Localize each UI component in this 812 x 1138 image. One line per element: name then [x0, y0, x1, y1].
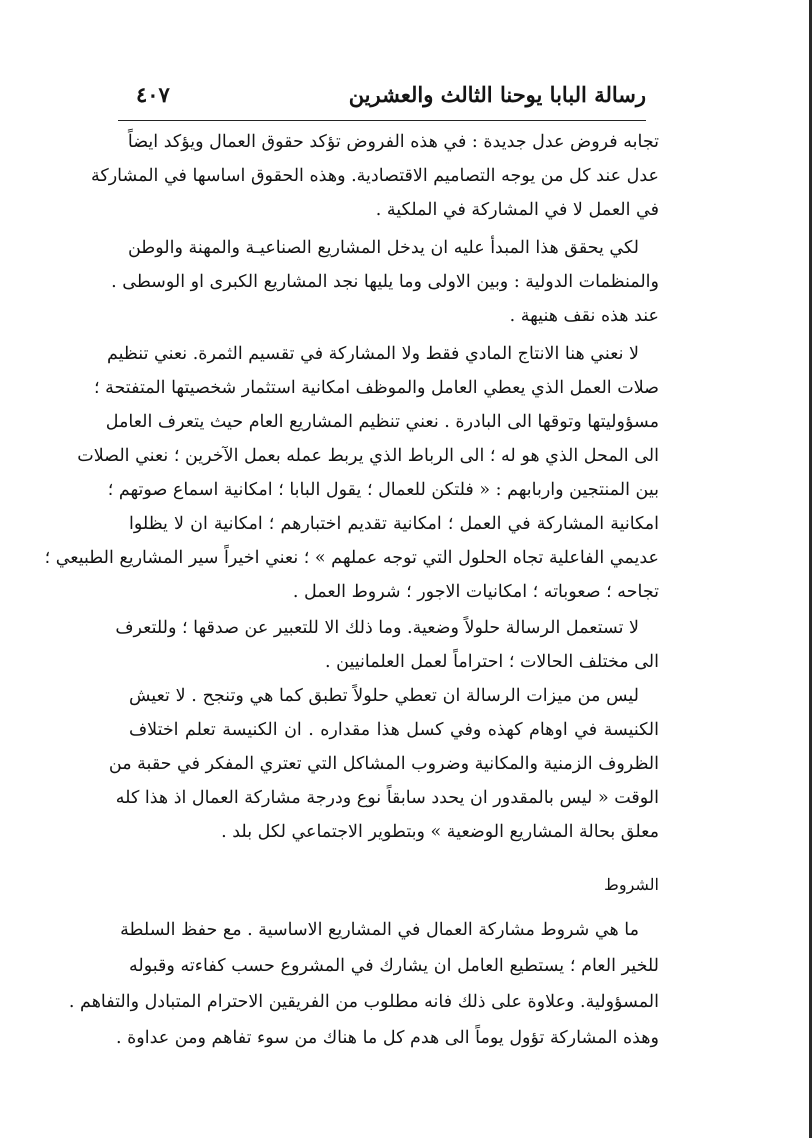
body-line: الى مختلف الحالات ؛ احتراماً لعمل العلمانيين .: [325, 652, 659, 672]
body-line: صلات العمل الذي يعطي العامل والموظف امكانية استثمار شخصيتها المتفتحة ؛: [94, 378, 659, 398]
body-line: امكانية المشاركة في العمل ؛ امكانية تقديم اختبارهم ؛ امكانية ان لا يظلوا: [129, 514, 659, 534]
body-line: الكنيسة في اوهام كهذه وفي كسل هذا مقداره . ان الكنيسة تعلم اختلاف: [129, 720, 659, 740]
section-line: للخير العام ؛ يستطيع العامل ان يشارك في المشروع حسب كفاءته وقبوله: [129, 956, 659, 976]
body-line: مسؤوليتها وتوقها الى البادرة . نعني تنظيم المشاريع العام حيث يتعرف العامل: [105, 412, 659, 432]
body-line: عند هذه نقف هنيهة .: [509, 306, 659, 326]
body-line: عدل عند كل من يوجه التصاميم الاقتصادية. وهذه الحقوق اساسها في المشاركة: [90, 166, 659, 186]
section-line: ما هي شروط مشاركة العمال في المشاريع الاساسية . مع حفظ السلطة: [120, 920, 639, 940]
body-line: تجابه فروض عدل جديدة : في هذه الفروض تؤكد حقوق العمال ويؤكد ايضاً: [127, 132, 659, 152]
section-line: المسؤولية. وعلاوة على ذلك فانه مطلوب من الفريقين الاحترام المتبادل والتفاهم .: [68, 992, 659, 1012]
body-line: معلق بحالة المشاريع الوضعية » وبتطوير الاجتماعي لكل بلد .: [221, 822, 659, 842]
body-line: الظروف الزمنية والمكانية وضروب المشاكل التي تعتري المفكر في حقبة من: [108, 754, 659, 774]
body-line: ليس من ميزات الرسالة ان تعطي حلولاً تطبق كما هي وتنجح . لا تعيش: [129, 686, 639, 706]
running-title: رسالة البابا يوحنا الثالث والعشرين: [348, 82, 646, 107]
section-heading: الشروط: [604, 875, 659, 894]
body-line: عديمي الفاعلية تجاه الحلول التي توجه عملهم » ؛ نعني اخيراً سير المشاريع الطبيعي ؛: [44, 548, 659, 568]
running-header: [118, 80, 646, 120]
body-line: لا نعني هنا الانتاج المادي فقط ولا المشاركة في تقسيم الثمرة. نعني تنظيم: [107, 344, 639, 364]
body-line: الى المحل الذي هو له ؛ الى الرباط الذي يربط عمله بعمل الآخرين ؛ نعني الصلات: [77, 446, 659, 466]
body-line: تجاحه ؛ صعوباته ؛ امكانيات الاجور ؛ شروط العمل .: [292, 582, 659, 602]
body-line: لا تستعمل الرسالة حلولاً وضعية. وما ذلك الا للتعبير عن صدقها ؛ وللتعرف: [115, 618, 639, 638]
body-line: في العمل لا في المشاركة في الملكية .: [375, 200, 659, 220]
page-number: ٤٠٧: [136, 82, 170, 107]
section-line: وهذه المشاركة تؤول يوماً الى هدم كل ما هناك من سوء تفاهم ومن عداوة .: [116, 1028, 659, 1048]
body-line: بين المنتجين واربابهم : « فلتكن للعمال ؛ يقول البابا ؛ امكانية اسماع صوتهم ؛: [107, 480, 659, 500]
header-rule: [118, 120, 646, 121]
body-line: والمنظمات الدولية : وبين الاولى وما يليها نجد المشاريع الكبرى او الوسطى .: [111, 272, 659, 292]
body-line: لكي يحقق هذا المبدأ عليه ان يدخل المشاريع الصناعيـة والمهنة والوطن: [127, 238, 639, 258]
body-line: الوقت « ليس بالمقدور ان يحدد سابقاً نوع ودرجة مشاركة العمال اذ هذا كله: [115, 788, 659, 808]
